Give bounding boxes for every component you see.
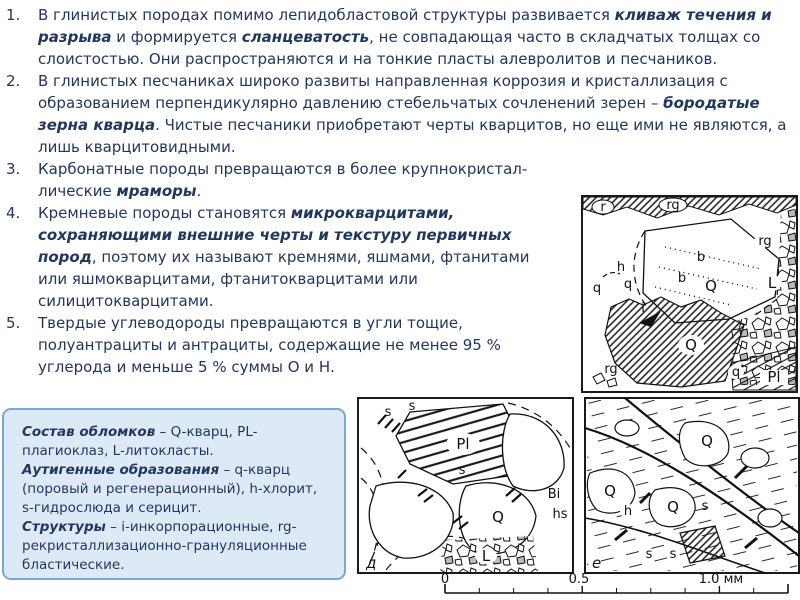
scale-label-zero: 0: [440, 572, 450, 587]
mineral-label-s: s: [408, 399, 416, 414]
mineral-label-q: Q: [701, 432, 713, 450]
caption-line-composition: Состав обломков – Q-кварц, PL-плагиоклаз, L-литокласты.: [22, 424, 258, 459]
caption-panel: [2, 408, 346, 580]
item-text: Карбонатные породы превращаются в более крупнокристал-лические мраморы.: [38, 160, 528, 200]
mineral-label-hs: hs: [552, 507, 568, 522]
mineral-label-bi: Bi: [547, 487, 561, 502]
mineral-label-l: L: [767, 274, 777, 292]
mineral-label-s: s: [645, 547, 653, 562]
panel-letter-d: д: [366, 554, 377, 572]
item-text: Твердые углеводороды превращаются в угли тощие, полуантрациты и антрациты, содержащие не менее 95 % углерода и меньше 5 % суммы О и Н.: [38, 314, 501, 376]
item-number: 4.: [6, 204, 21, 222]
mineral-label-h: h: [616, 260, 626, 275]
mineral-label-rg: rg: [666, 198, 680, 213]
panel-d: [358, 398, 573, 573]
mineral-label-q: q: [592, 281, 602, 296]
item-number: 5.: [6, 314, 21, 332]
item-text: В глинистых песчаниках широко развиты направленная коррозия и кристаллизация с образованием перпендикулярно давлению стебельчатых сочленений зерен – бородатые зерна кварца. Чистые песчаники приобретают черты кварцитов, но еще ими не являются, а лишь кварцитовидными.: [38, 72, 787, 156]
mineral-label-q: Q: [604, 482, 616, 500]
mineral-label-rg: rg: [758, 234, 772, 249]
mineral-label-b: b: [696, 250, 706, 265]
item-number: 3.: [6, 160, 21, 178]
mineral-label-s: s: [701, 499, 709, 514]
mineral-label-s: s: [669, 547, 677, 562]
list-item-2: [6, 70, 794, 158]
mineral-label-s: s: [458, 463, 466, 478]
mineral-label-q: Q: [492, 508, 504, 526]
item-text: В глинистых породах помимо лепидобластовой структуры развивается кливаж течения и разрыва и формируется сланцеватость, не совпадающая часто в складчатых толщах со слоистостью. Они распространяются и на тонкие пласты алевролитов и песчаников.: [38, 6, 772, 68]
mineral-label-b: b: [677, 271, 687, 286]
caption-line-authigenic: Аутигенные образования – q-кварц (поровый и регенерационный), h-хлорит, s-гидрослюда и серицит.: [22, 462, 318, 516]
mineral-label-q: q: [623, 277, 633, 292]
mineral-label-pl: Pl: [456, 435, 470, 453]
mineral-label-pl: Pl: [767, 368, 781, 386]
mineral-label-q: q: [731, 365, 741, 380]
item-number: 1.: [6, 6, 21, 24]
thin-section-sketch-top: [581, 195, 798, 393]
panel-letter-e: е: [592, 554, 602, 572]
panel-e: [585, 398, 799, 573]
scale-label-half: 0.5: [568, 572, 590, 587]
mineral-label-r: r: [600, 200, 606, 215]
mineral-label-s: s: [384, 405, 392, 420]
mineral-label-h: h: [623, 504, 633, 519]
mineral-label-rg: rg: [604, 362, 618, 377]
mineral-label-q: Q: [667, 498, 679, 516]
scale-label-one-mm: 1.0 мм: [698, 572, 744, 587]
structure-label-i: i: [641, 301, 645, 316]
item-text: Кремневые породы становятся микрокварцитами, сохраняющими внешние черты и текстуру первичных пород, поэтому их называют кремнями, яшмами, фтанитами или яшмокварцитами, фтанитокварцитами или силицитокварцитами.: [38, 204, 530, 310]
mineral-label-q-big: Q: [685, 336, 697, 354]
item-number: 2.: [6, 72, 21, 90]
mineral-label-q-crystal: Q: [705, 277, 717, 295]
mineral-label-l: L: [481, 547, 491, 565]
caption-line-structures: Структуры – i-инкорпорационные, rg-рекристаллизационно-грануляционные бластические.: [22, 519, 307, 573]
list-item-1: [6, 4, 794, 70]
thin-section-sketches-bottom: [355, 394, 800, 600]
